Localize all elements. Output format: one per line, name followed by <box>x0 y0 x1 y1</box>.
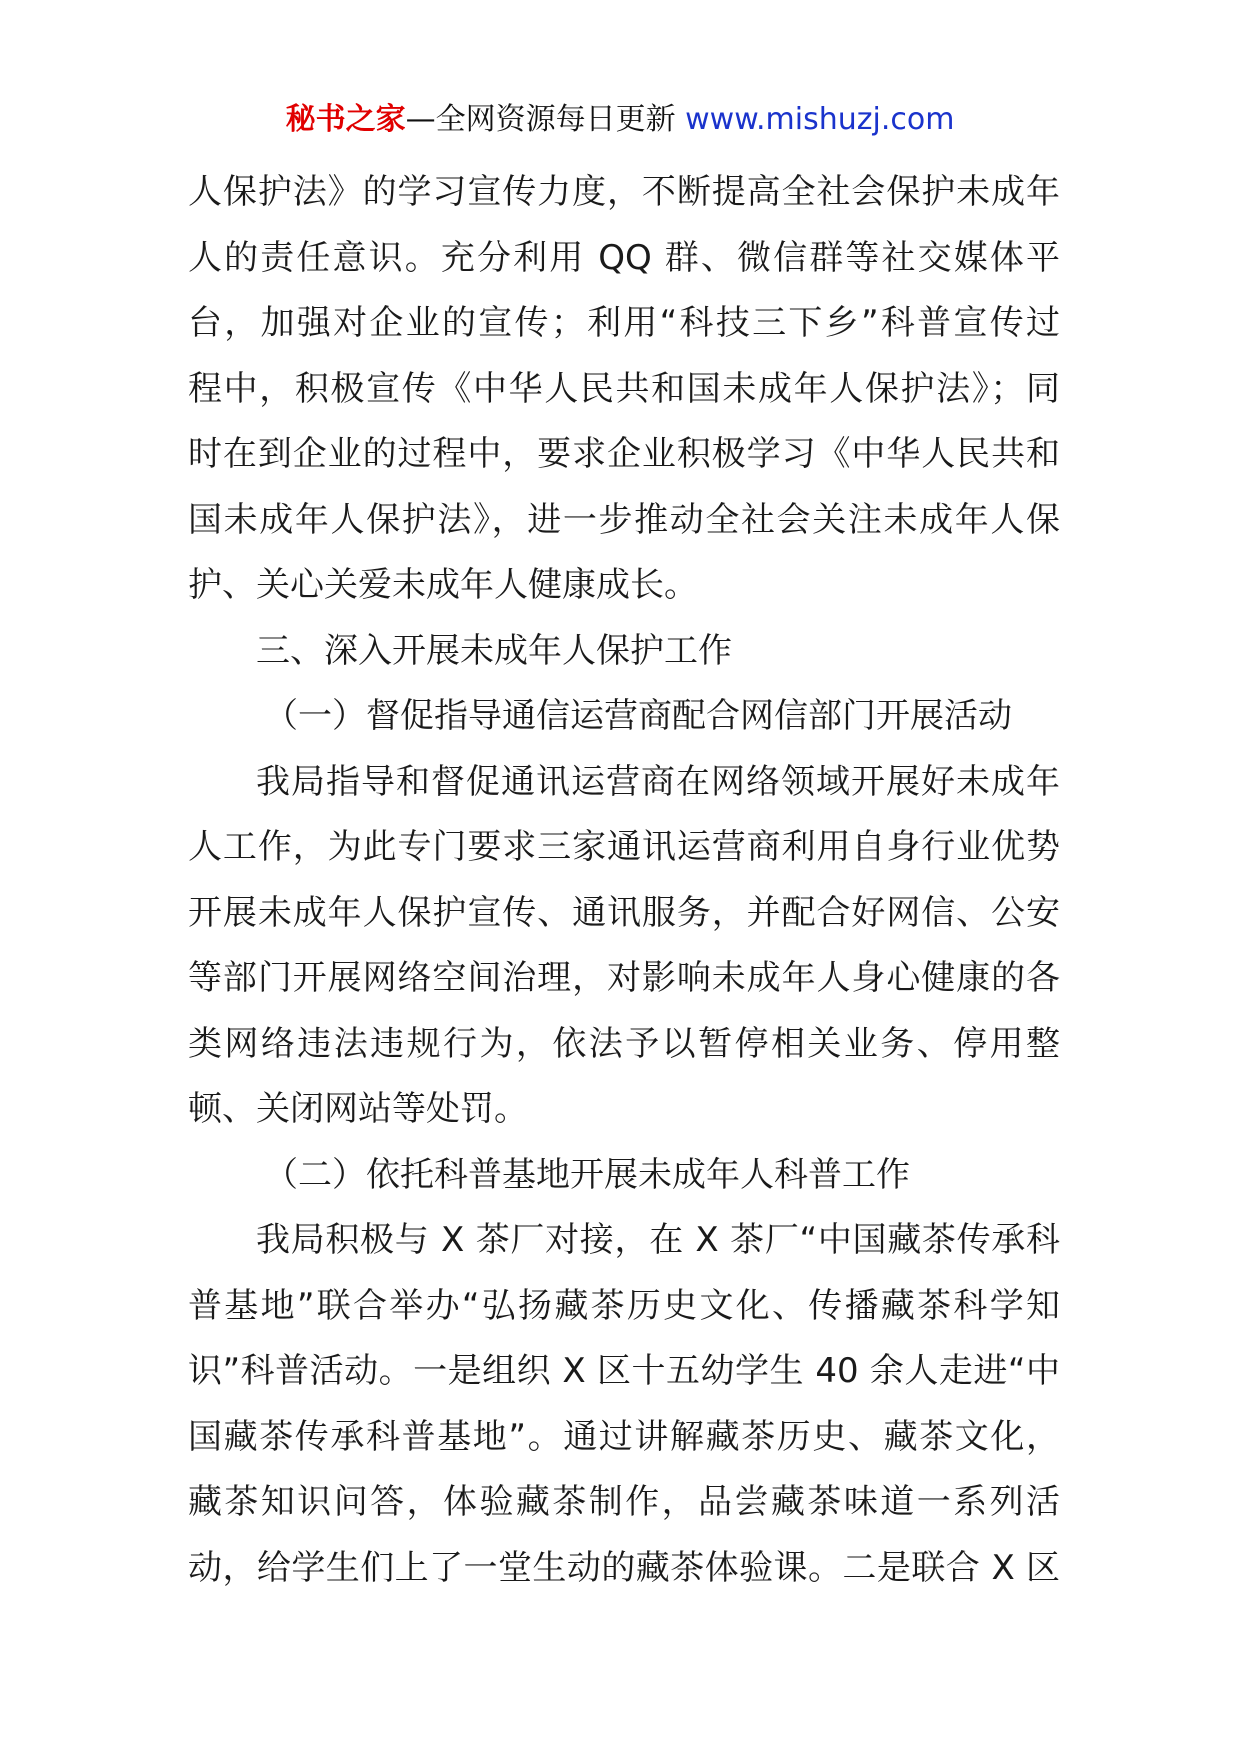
body-line: 国藏茶传承科普基地”。通过讲解藏茶历史、藏茶文化， <box>188 1416 1060 1457</box>
page-header <box>0 100 1240 140</box>
paragraph-first-line: 我局指导和督促通讯运营商在网络领域开展好未成年 <box>256 761 1060 802</box>
body-line: 开展未成年人保护宣传、通讯服务，并配合好网信、公安 <box>188 892 1060 933</box>
document-body <box>188 160 1060 1601</box>
body-line: 时在到企业的过程中，要求企业积极学习《中华人民共和 <box>188 434 1060 474</box>
body-line: 台，加强对企业的宣传；利用“科技三下乡”科普宣传过 <box>188 303 1060 343</box>
body-line: 藏茶知识问答，体验藏茶制作，品尝藏茶味道一系列活 <box>188 1482 1060 1522</box>
header-tagline: —全网资源每日更新 <box>405 102 686 137</box>
brand-name: 秘书之家 <box>285 102 406 137</box>
body-line: 类网络违法违规行为，依法予以暂停相关业务、停用整 <box>188 1023 1060 1064</box>
body-line: 识”科普活动。一是组织 X 区十五幼学生 40 余人走进“中 <box>188 1351 1060 1391</box>
body-line: 程中，积极宣传《中华人民共和国未成年人保护法》；同 <box>188 368 1060 409</box>
section-heading: 三、深入开展未成年人保护工作 <box>256 630 732 671</box>
subsection-heading: （二）依托科普基地开展未成年人科普工作 <box>264 1154 910 1195</box>
body-line: 人的责任意识。充分利用 QQ 群、微信群等社交媒体平 <box>188 237 1060 278</box>
body-line: 顿、关闭网站等处罚。 <box>188 1089 528 1129</box>
body-line: 人工作，为此专门要求三家通讯运营商利用自身行业优势 <box>188 827 1060 867</box>
paragraph-first-line: 我局积极与 X 茶厂对接，在 X 茶厂“中国藏茶传承科 <box>256 1220 1060 1260</box>
body-line: 护、关心关爱未成年人健康成长。 <box>188 565 698 605</box>
body-line: 普基地”联合举办“弘扬藏茶历史文化、传播藏茶科学知 <box>188 1285 1060 1326</box>
body-line: 人保护法》的学习宣传力度，不断提高全社会保护未成年 <box>188 172 1060 212</box>
body-line: 国未成年人保护法》，进一步推动全社会关注未成年人保 <box>188 499 1060 540</box>
body-line: 动，给学生们上了一堂生动的藏茶体验课。二是联合 X 区 <box>188 1547 1060 1588</box>
subsection-heading: （一）督促指导通信运营商配合网信部门开展活动 <box>264 696 1012 736</box>
site-url-link[interactable]: www.mishuzj.com <box>685 102 955 137</box>
body-line: 等部门开展网络空间治理，对影响未成年人身心健康的各 <box>188 958 1060 998</box>
